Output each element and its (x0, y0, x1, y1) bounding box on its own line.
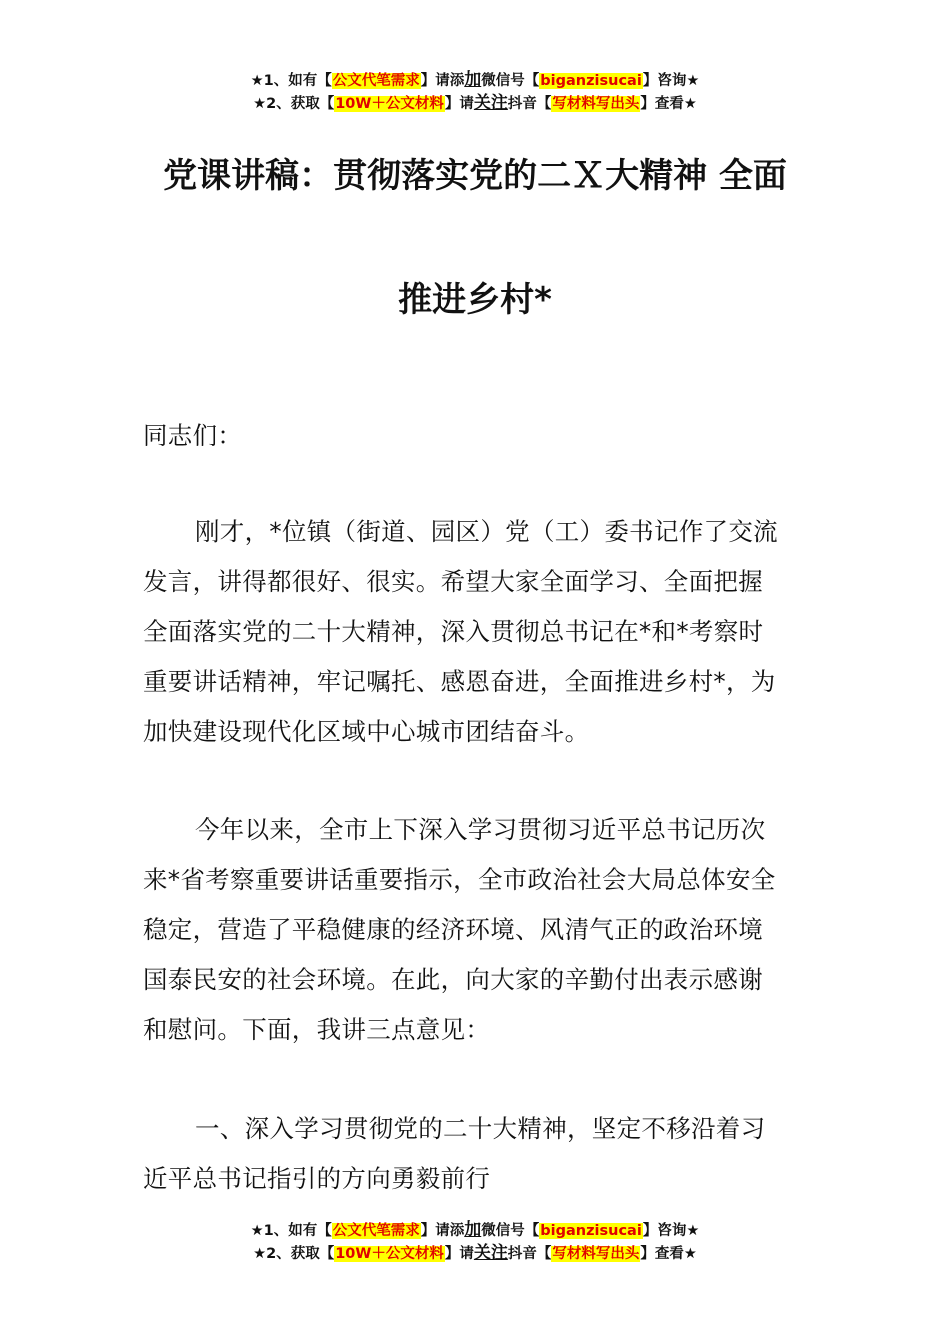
highlight-wechat-id: biganzisucai (540, 1223, 642, 1239)
highlight-writing-service: 公文代笔需求 (332, 73, 420, 89)
top-banner (0, 69, 950, 115)
paragraph-line: 重要讲话精神，牢记嘱托、感恩奋进，全面推进乡村*，为 (143, 667, 776, 696)
section-heading-1 (143, 1104, 808, 1204)
paragraph-line: 近平总书记指引的方向勇毅前行 (143, 1164, 491, 1193)
document-title-line-2: 推进乡村* (398, 280, 552, 320)
paragraph-line: 国泰民安的社会环境。在此，向大家的辛勤付出表示感谢 (143, 965, 763, 994)
highlight-materials: 10W＋公文材料 (335, 96, 444, 112)
paragraph-line: 加快建设现代化区域中心城市团结奋斗。 (143, 717, 590, 746)
highlight-writing-service: 公文代笔需求 (332, 1223, 420, 1239)
paragraph-line: 和慰问。下面，我讲三点意见： (143, 1015, 491, 1044)
banner-line-1: ★1、如有【公文代笔需求】请添加微信号【biganzisucai】咨询★ (250, 70, 700, 90)
document-title-line-1: 党课讲稿：贯彻落实党的二Ｘ大精神 全面 (163, 156, 787, 196)
banner-line-2: ★2、获取【10W＋公文材料】请关注抖音【写材料写出头】查看★ (253, 93, 697, 113)
highlight-wechat-id: biganzisucai (540, 73, 642, 89)
paragraph-line: 来*省考察重要讲话重要指示，全市政治社会大局总体安全 (143, 865, 776, 894)
paragraph-line: 一、深入学习贯彻党的二十大精神，坚定不移沿着习 (195, 1114, 766, 1143)
paragraph-line: 稳定，营造了平稳健康的经济环境、风清气正的政治环境 (143, 915, 763, 944)
highlight-materials: 10W＋公文材料 (335, 1246, 444, 1262)
highlight-douyin-account: 写材料写出头 (552, 96, 640, 112)
bottom-banner (0, 1219, 950, 1265)
paragraph-1 (143, 507, 808, 757)
paragraph-line: 刚才，*位镇（街道、园区）党（工）委书记作了交流 (195, 517, 778, 546)
paragraph-line: 发言，讲得都很好、很实。希望大家全面学习、全面把握 (143, 567, 763, 596)
paragraph-line: 全面落实党的二十大精神，深入贯彻总书记在*和*考察时 (143, 617, 764, 646)
greeting: 同志们： (143, 421, 243, 450)
banner-line-2: ★2、获取【10W＋公文材料】请关注抖音【写材料写出头】查看★ (253, 1243, 697, 1263)
paragraph-line: 今年以来，全市上下深入学习贯彻习近平总书记历次 (195, 815, 766, 844)
banner-line-1: ★1、如有【公文代笔需求】请添加微信号【biganzisucai】咨询★ (250, 1220, 700, 1240)
highlight-douyin-account: 写材料写出头 (552, 1246, 640, 1262)
paragraph-2 (143, 805, 808, 1055)
